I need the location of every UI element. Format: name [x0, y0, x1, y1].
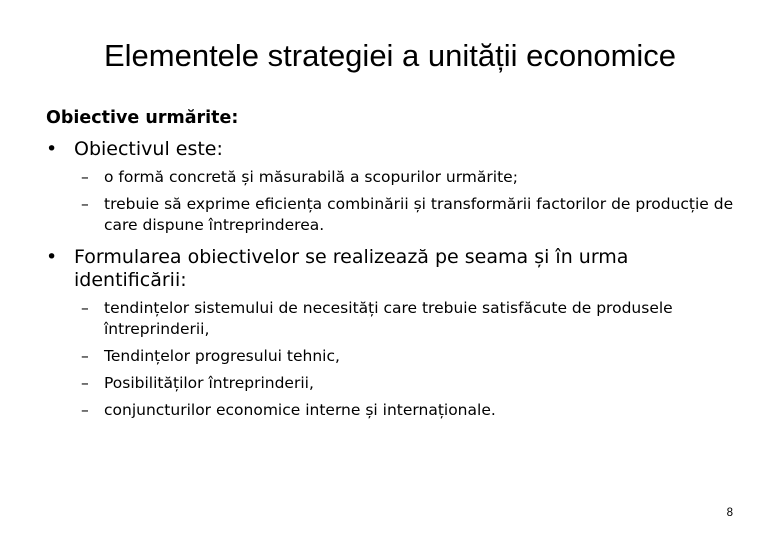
sub-bullet-item — [46, 298, 736, 340]
dash-icon: – — [81, 299, 89, 317]
section-heading: Obiective urmărite: — [46, 108, 239, 128]
dash-icon: – — [81, 401, 89, 419]
sub-bullet-item — [46, 167, 736, 188]
slide-content — [46, 104, 736, 427]
sub-bullet-text: conjuncturilor economice interne și internaționale. — [104, 401, 496, 419]
dash-icon: – — [81, 374, 89, 392]
sub-bullet-item — [46, 194, 736, 236]
bullet-icon: • — [46, 246, 58, 268]
sub-bullet-text: Posibilităților întreprinderii, — [104, 374, 314, 392]
dash-icon: – — [81, 195, 89, 213]
sub-bullet-text: tendințelor sistemului de necesități care trebuie satisfăcute de produsele întreprinderii, — [104, 299, 673, 338]
bullet-icon: • — [46, 138, 58, 160]
dash-icon: – — [81, 347, 89, 365]
sub-bullet-item — [46, 346, 736, 367]
sub-bullet-item — [46, 400, 736, 421]
sub-bullet-text: Tendințelor progresului tehnic, — [104, 347, 340, 365]
bullet-item — [46, 246, 736, 292]
sub-bullet-text: trebuie să exprime eficiența combinării și transformării factorilor de producție de care dispune întreprinderea. — [104, 195, 734, 234]
bullet-text: Formularea obiectivelor se realizează pe seama și în urma identificării: — [74, 246, 629, 291]
sub-bullet-text: o formă concretă și măsurabilă a scopurilor urmărite; — [104, 168, 518, 186]
bullet-item — [46, 138, 736, 161]
page-number: 8 — [726, 507, 733, 519]
slide-title: Elementele strategiei a unității economice — [103, 38, 677, 73]
dash-icon: – — [81, 168, 89, 186]
bullet-text: Obiectivul este: — [74, 138, 223, 160]
sub-bullet-item — [46, 373, 736, 394]
